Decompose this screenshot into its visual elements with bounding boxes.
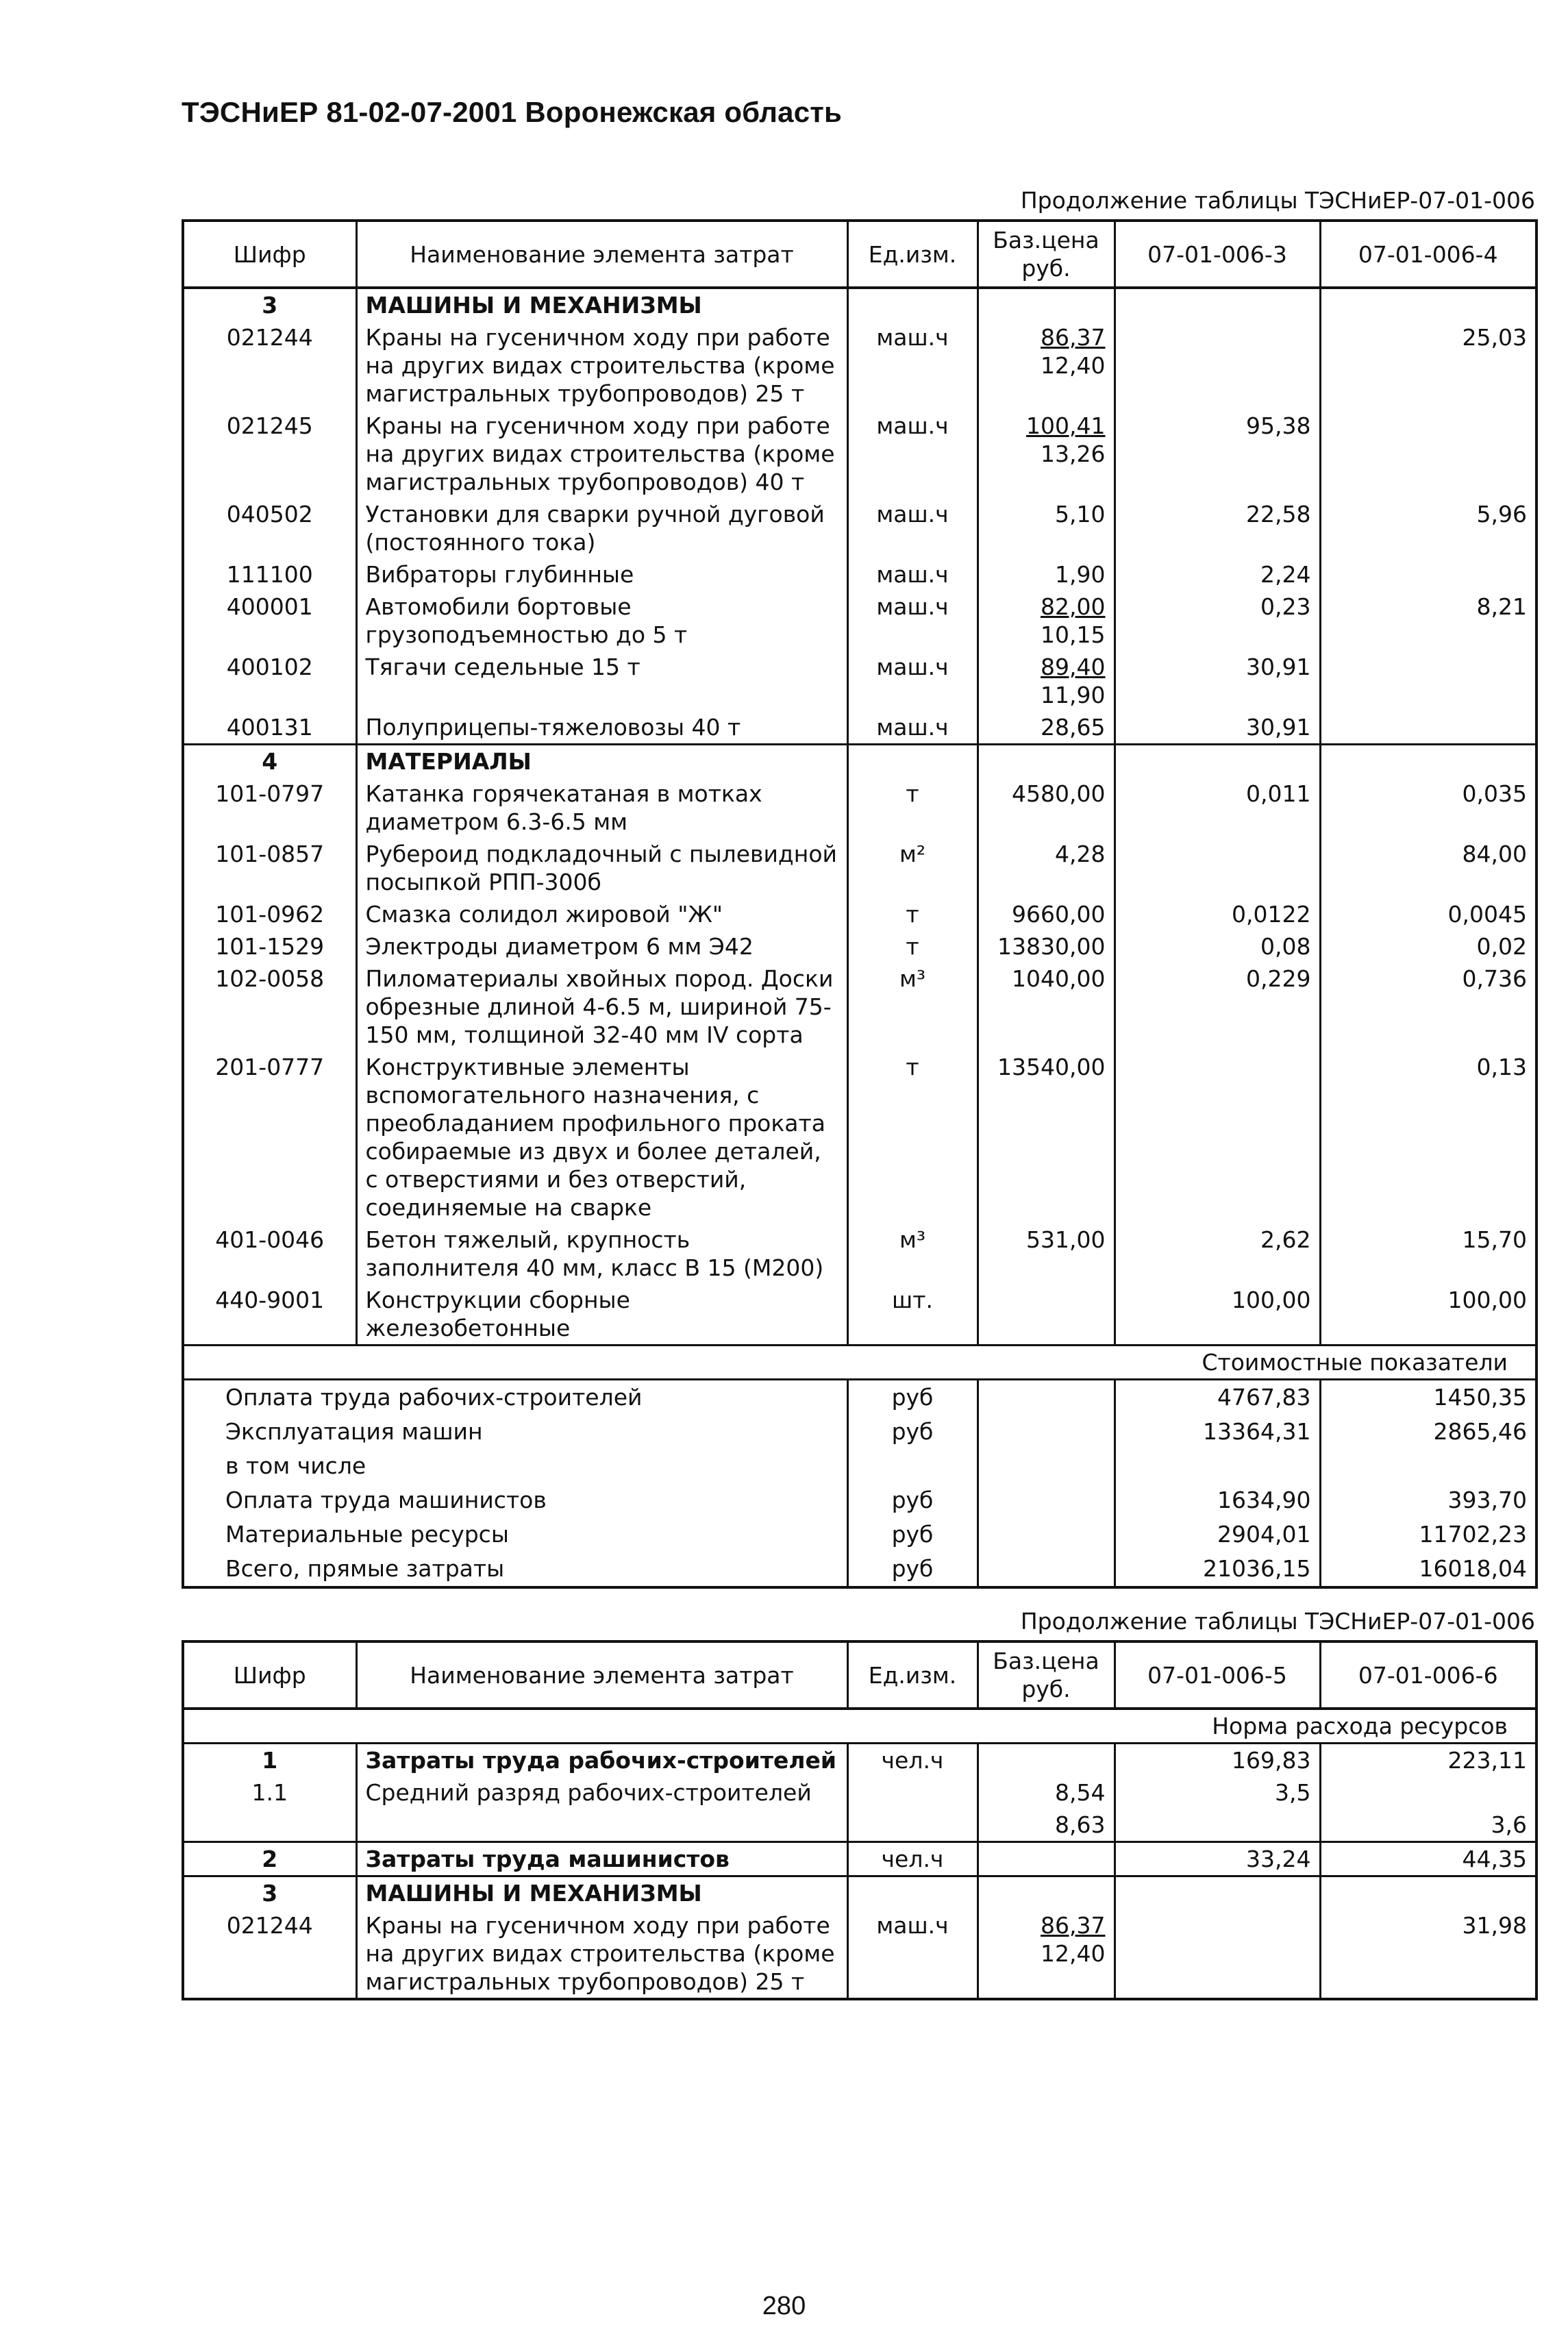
resource-unit: м³	[847, 963, 978, 1051]
empty-cell	[1320, 1876, 1536, 1910]
norm-label-text: Норма расхода ресурсов	[183, 1709, 1536, 1744]
value-col-a: 2,24	[1115, 558, 1320, 591]
empty-cell	[1115, 288, 1320, 321]
resource-unit: шт.	[847, 1284, 978, 1346]
section-code: 3	[183, 1876, 356, 1910]
resource-code: 400102	[183, 651, 356, 711]
price-cell	[978, 558, 1115, 591]
column-header: Ед.изм.	[847, 221, 978, 288]
column-header: 07-01-006-5	[1115, 1641, 1320, 1709]
resource-code: 201-0777	[183, 1051, 356, 1224]
base-price	[978, 1842, 1115, 1876]
section-code: 3	[183, 288, 356, 321]
summary-label: в том числе	[183, 1449, 847, 1483]
section-title: МАШИНЫ И МЕХАНИЗМЫ	[356, 288, 847, 321]
value-col-b: 3,6	[1320, 1809, 1536, 1842]
resource-code: 101-0857	[183, 838, 356, 898]
base-price: 5,10	[1055, 501, 1106, 528]
resource-code: 440-9001	[183, 1284, 356, 1346]
empty-cell	[978, 745, 1115, 778]
value-col-b: 5,96	[1320, 498, 1536, 558]
column-header: Баз.цена руб.	[978, 221, 1115, 288]
resource-unit: маш.ч	[847, 711, 978, 745]
table-header-row	[183, 221, 1536, 288]
value-col-b: 44,35	[1320, 1842, 1536, 1876]
value-col-b: 0,02	[1320, 930, 1536, 963]
summary-value-a: 2904,01	[1115, 1517, 1320, 1552]
empty-cell	[847, 288, 978, 321]
price-cell	[978, 1909, 1115, 1999]
resource-name: Бетон тяжелый, крупность заполнителя 40 мм, класс В 15 (М200)	[356, 1224, 847, 1284]
resource-name: Краны на гусеничном ходу при работе на других видах строительства (кроме магистральных трубопроводов) 25 т	[356, 321, 847, 410]
summary-value-b: 2865,46	[1320, 1415, 1536, 1449]
value-col-b	[1320, 410, 1536, 498]
section-row	[183, 1876, 1536, 1910]
resource-name: Полуприцепы-тяжеловозы 40 т	[356, 711, 847, 745]
resource-name: Автомобили бортовые грузоподъемностью до 5 т	[356, 591, 847, 651]
resource-code: 021244	[183, 321, 356, 410]
base-price: 9660,00	[978, 898, 1115, 930]
resource-name: Электроды диаметром 6 мм Э42	[356, 930, 847, 963]
base-price: 28,65	[1041, 714, 1106, 741]
column-header: Шифр	[183, 221, 356, 288]
resource-code: 101-0962	[183, 898, 356, 930]
resource-code: 2	[183, 1842, 356, 1876]
table-continuation-label: Продолжение таблицы ТЭСНиЕР-07-01-006	[1020, 1608, 1535, 1635]
resource-code: 102-0058	[183, 963, 356, 1051]
value-col-a: 3,5	[1115, 1776, 1320, 1809]
value-col-b: 8,21	[1320, 591, 1536, 651]
resource-name: Пиломатериалы хвойных пород. Доски обрезные длиной 4-6.5 м, шириной 75-150 мм, толщиной 32-40 мм IV сорта	[356, 963, 847, 1051]
document-title: ТЭСНиЕР 81-02-07-2001 Воронежская область	[182, 96, 843, 128]
table-row	[183, 1224, 1536, 1284]
table-header-row	[183, 1641, 1536, 1709]
summary-unit: руб	[847, 1380, 978, 1415]
value-col-a: 2,62	[1115, 1224, 1320, 1284]
resource-unit: чел.ч	[847, 1744, 978, 1777]
value-col-a: 0,011	[1115, 778, 1320, 838]
base-price: 531,00	[978, 1224, 1115, 1284]
value-col-a	[1115, 321, 1320, 410]
value-col-a: 100,00	[1115, 1284, 1320, 1346]
empty-cell	[1320, 288, 1536, 321]
resource-name: Катанка горячекатаная в мотках диаметром 6.3-6.5 мм	[356, 778, 847, 838]
value-col-a	[1115, 838, 1320, 898]
resource-name: Вибраторы глубинные	[356, 558, 847, 591]
value-col-a: 0,229	[1115, 963, 1320, 1051]
value-col-b: 0,0045	[1320, 898, 1536, 930]
summary-value-a: 4767,83	[1115, 1380, 1320, 1415]
wage-price: 12,40	[1041, 352, 1106, 379]
empty-cell	[847, 1876, 978, 1910]
summary-label: Оплата труда рабочих-строителей	[183, 1380, 847, 1415]
norm-label	[183, 1709, 1536, 1744]
resource-unit: м²	[847, 838, 978, 898]
resource-unit: маш.ч	[847, 1909, 978, 1999]
value-col-b: 0,035	[1320, 778, 1536, 838]
base-price: 89,40	[1041, 654, 1106, 680]
table-row	[183, 963, 1536, 1051]
summary-row	[183, 1517, 1536, 1552]
resource-unit: т	[847, 1051, 978, 1224]
base-price: 1040,00	[978, 963, 1115, 1051]
summary-label: Всего, прямые затраты	[183, 1552, 847, 1587]
resource-code: 111100	[183, 558, 356, 591]
table-row	[183, 591, 1536, 651]
cost-indicators-label	[183, 1346, 1536, 1380]
table-row	[183, 898, 1536, 930]
table-row	[183, 651, 1536, 711]
table-row	[183, 498, 1536, 558]
base-price: 8,54	[978, 1776, 1115, 1809]
base-price: 100,41	[1026, 412, 1106, 439]
summary-value-a: 21036,15	[1115, 1552, 1320, 1587]
summary-unit: руб	[847, 1517, 978, 1552]
price-cell	[978, 711, 1115, 745]
value-col-a: 0,23	[1115, 591, 1320, 651]
empty-cell	[1115, 1876, 1320, 1910]
value-col-b	[1320, 558, 1536, 591]
resource-name: Краны на гусеничном ходу при работе на других видах строительства (кроме магистральных трубопроводов) 40 т	[356, 410, 847, 498]
table-row	[183, 711, 1536, 745]
column-header: 07-01-006-6	[1320, 1641, 1536, 1709]
resource-code	[183, 1809, 356, 1842]
table-row	[183, 838, 1536, 898]
value-col-a: 30,91	[1115, 651, 1320, 711]
summary-value-b: 393,70	[1320, 1483, 1536, 1517]
table-row	[183, 1744, 1536, 1777]
empty-cell	[978, 1483, 1115, 1517]
section-row	[183, 745, 1536, 778]
empty-cell	[978, 1380, 1115, 1415]
resource-name: Установки для сварки ручной дуговой (постоянного тока)	[356, 498, 847, 558]
summary-unit	[847, 1449, 978, 1483]
wage-price: 12,40	[1041, 1940, 1106, 1967]
value-col-b: 31,98	[1320, 1909, 1536, 1999]
price-cell	[978, 321, 1115, 410]
resource-unit: м³	[847, 1224, 978, 1284]
resource-unit: маш.ч	[847, 498, 978, 558]
resource-code: 040502	[183, 498, 356, 558]
cost-indicators-label-text: Стоимостные показатели	[183, 1346, 1536, 1380]
resource-name: Затраты труда машинистов	[356, 1842, 847, 1876]
summary-value-a: 13364,31	[1115, 1415, 1320, 1449]
wage-price: 11,90	[1041, 682, 1106, 708]
resource-code: 1.1	[183, 1776, 356, 1809]
summary-unit: руб	[847, 1415, 978, 1449]
wage-price: 10,15	[1041, 621, 1106, 648]
resource-unit: маш.ч	[847, 591, 978, 651]
resource-unit: т	[847, 898, 978, 930]
value-col-b	[1320, 711, 1536, 745]
table-row	[183, 778, 1536, 838]
value-col-a: 95,38	[1115, 410, 1320, 498]
section-title: МАТЕРИАЛЫ	[356, 745, 847, 778]
summary-row	[183, 1449, 1536, 1483]
empty-cell	[978, 1415, 1115, 1449]
price-cell	[978, 498, 1115, 558]
section-title: МАШИНЫ И МЕХАНИЗМЫ	[356, 1876, 847, 1910]
base-price: 86,37	[1041, 324, 1106, 351]
resource-name: Тягачи седельные 15 т	[356, 651, 847, 711]
price-cell	[978, 651, 1115, 711]
resource-code: 401-0046	[183, 1224, 356, 1284]
summary-unit: руб	[847, 1483, 978, 1517]
resource-unit: т	[847, 930, 978, 963]
resource-unit: маш.ч	[847, 410, 978, 498]
summary-row	[183, 1483, 1536, 1517]
base-price	[978, 1744, 1115, 1777]
resource-unit	[847, 1809, 978, 1842]
resource-name	[356, 1809, 847, 1842]
summary-row	[183, 1552, 1536, 1587]
summary-value-a: 1634,90	[1115, 1483, 1320, 1517]
wage-price: 13,26	[1041, 441, 1106, 467]
resource-name: Средний разряд рабочих-строителей	[356, 1776, 847, 1809]
column-header: Ед.изм.	[847, 1641, 978, 1709]
empty-cell	[978, 1449, 1115, 1483]
value-col-b: 223,11	[1320, 1744, 1536, 1777]
table-row	[183, 930, 1536, 963]
summary-row	[183, 1380, 1536, 1415]
value-col-a	[1115, 1909, 1320, 1999]
empty-cell	[1115, 745, 1320, 778]
table-row	[183, 1776, 1536, 1809]
value-col-a: 0,08	[1115, 930, 1320, 963]
table-row	[183, 410, 1536, 498]
summary-row	[183, 1415, 1536, 1449]
base-price: 13830,00	[978, 930, 1115, 963]
empty-cell	[978, 288, 1115, 321]
summary-value-a	[1115, 1449, 1320, 1483]
summary-value-b: 1450,35	[1320, 1380, 1536, 1415]
value-col-b: 84,00	[1320, 838, 1536, 898]
table-row	[183, 1284, 1536, 1346]
column-header: 07-01-006-4	[1320, 221, 1536, 288]
resource-code: 021244	[183, 1909, 356, 1999]
value-col-a: 22,58	[1115, 498, 1320, 558]
empty-cell	[978, 1876, 1115, 1910]
value-col-a	[1115, 1051, 1320, 1224]
base-price: 1,90	[1055, 561, 1106, 588]
table-row	[183, 321, 1536, 410]
resource-unit: маш.ч	[847, 558, 978, 591]
page-number: 280	[762, 2292, 806, 2320]
value-col-b	[1320, 651, 1536, 711]
summary-label: Оплата труда машинистов	[183, 1483, 847, 1517]
value-col-b	[1320, 1776, 1536, 1809]
column-header: 07-01-006-3	[1115, 221, 1320, 288]
resource-unit	[847, 1776, 978, 1809]
section-code: 4	[183, 745, 356, 778]
resource-code: 101-1529	[183, 930, 356, 963]
column-header: Баз.цена руб.	[978, 1641, 1115, 1709]
summary-label: Материальные ресурсы	[183, 1517, 847, 1552]
base-price: 82,00	[1041, 593, 1106, 620]
base-price: 8,63	[978, 1809, 1115, 1842]
table-row	[183, 1809, 1536, 1842]
value-col-b: 0,13	[1320, 1051, 1536, 1224]
empty-cell	[978, 1552, 1115, 1587]
table-row	[183, 1842, 1536, 1876]
price-cell	[978, 591, 1115, 651]
empty-cell	[1320, 745, 1536, 778]
table-row	[183, 1051, 1536, 1224]
resource-name: Смазка солидол жировой "Ж"	[356, 898, 847, 930]
price-cell	[978, 410, 1115, 498]
value-col-b: 15,70	[1320, 1224, 1536, 1284]
resource-unit: маш.ч	[847, 651, 978, 711]
value-col-a: 0,0122	[1115, 898, 1320, 930]
summary-unit: руб	[847, 1552, 978, 1587]
resource-code: 021245	[183, 410, 356, 498]
column-header: Наименование элемента затрат	[356, 221, 847, 288]
table-continuation-label: Продолжение таблицы ТЭСНиЕР-07-01-006	[1020, 187, 1535, 214]
base-price: 4,28	[978, 838, 1115, 898]
resource-unit: чел.ч	[847, 1842, 978, 1876]
summary-label: Эксплуатация машин	[183, 1415, 847, 1449]
resource-name: Рубероид подкладочный с пылевидной посыпкой РПП-300б	[356, 838, 847, 898]
section-row	[183, 288, 1536, 321]
value-col-b: 100,00	[1320, 1284, 1536, 1346]
table-row	[183, 558, 1536, 591]
resource-name: Конструкции сборные железобетонные	[356, 1284, 847, 1346]
resource-code: 1	[183, 1744, 356, 1777]
summary-value-b: 11702,23	[1320, 1517, 1536, 1552]
resource-code: 400131	[183, 711, 356, 745]
resource-name: Краны на гусеничном ходу при работе на других видах строительства (кроме магистральных трубопроводов) 25 т	[356, 1909, 847, 1999]
column-header: Шифр	[183, 1641, 356, 1709]
value-col-a: 33,24	[1115, 1842, 1320, 1876]
resource-code: 101-0797	[183, 778, 356, 838]
value-col-b: 0,736	[1320, 963, 1536, 1051]
value-col-b: 25,03	[1320, 321, 1536, 410]
summary-value-b: 16018,04	[1320, 1552, 1536, 1587]
column-header: Наименование элемента затрат	[356, 1641, 847, 1709]
summary-value-b	[1320, 1449, 1536, 1483]
base-price: 4580,00	[978, 778, 1115, 838]
resource-table-1	[182, 219, 1538, 1589]
base-price: 86,37	[1041, 1912, 1106, 1939]
base-price: 13540,00	[978, 1051, 1115, 1224]
resource-unit: т	[847, 778, 978, 838]
resource-table-2	[182, 1640, 1538, 2000]
empty-cell	[847, 745, 978, 778]
base-price	[978, 1284, 1115, 1346]
resource-name: Конструктивные элементы вспомогательного назначения, с преобладанием профильного проката собираемые из двух и более деталей, с отверстиями и без отверстий, соединяемые на сварке	[356, 1051, 847, 1224]
empty-cell	[978, 1517, 1115, 1552]
resource-name: Затраты труда рабочих-строителей	[356, 1744, 847, 1777]
table-row	[183, 1909, 1536, 1999]
resource-code: 400001	[183, 591, 356, 651]
resource-unit: маш.ч	[847, 321, 978, 410]
value-col-a: 30,91	[1115, 711, 1320, 745]
value-col-a: 169,83	[1115, 1744, 1320, 1777]
value-col-a	[1115, 1809, 1320, 1842]
